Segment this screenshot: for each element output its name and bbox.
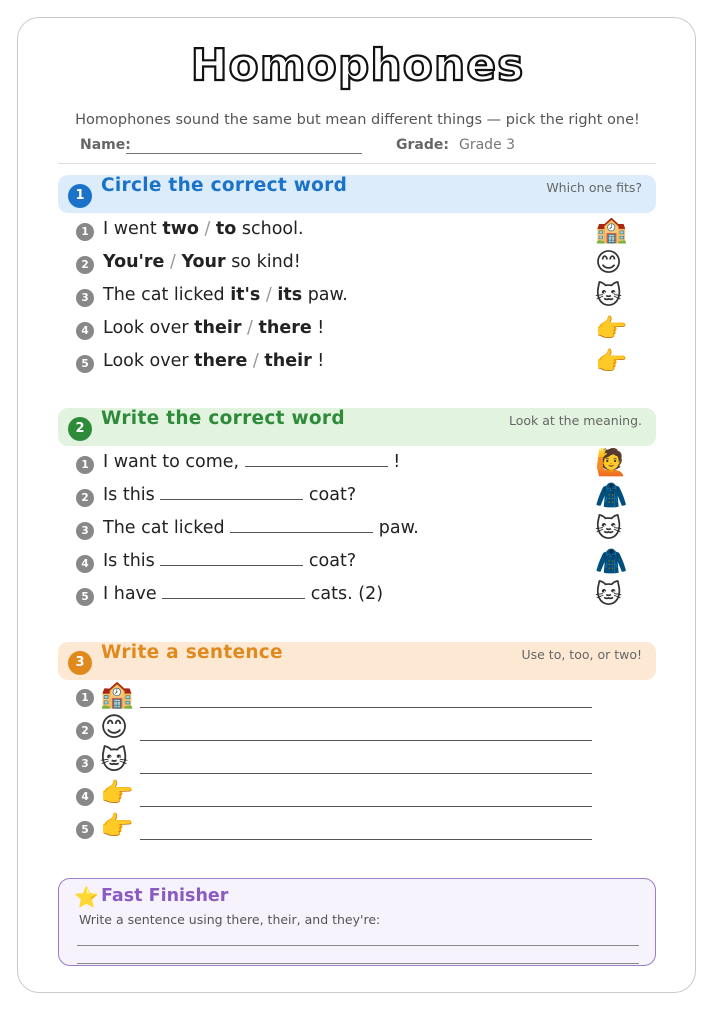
answer-blank[interactable] [245,452,388,467]
item-sentence [103,318,324,338]
item-number: 2 [76,722,94,740]
sentence-start: Look over [103,351,195,371]
write-item [76,450,636,480]
fast-finisher-heading: Fast Finisher [101,886,229,906]
circle-item [76,217,636,247]
answer-blank[interactable] [230,518,373,533]
item-number: 4 [76,788,94,806]
item-sentence [103,485,356,505]
option-separator: / [260,285,278,305]
sentence-item [76,778,596,814]
word-option[interactable]: its [277,285,303,305]
circle-item [76,349,636,379]
section-heading: Write the correct word [101,408,345,429]
sentence-start: I want to come, [103,452,245,472]
fast-finisher-box [58,878,656,966]
word-option[interactable]: there [194,351,248,371]
answer-line[interactable] [77,963,639,964]
item-number: 3 [76,522,94,540]
circle-item [76,283,636,313]
grade-value: Grade 3 [459,137,516,153]
item-number: 1 [76,689,94,707]
option-separator: / [241,318,259,338]
section-write-sentence-header [58,642,656,680]
sentence-end: so kind! [225,252,301,272]
item-number: 5 [76,588,94,606]
sentence-start: Is this [103,485,161,505]
pointing-hand-icon: 👉 [100,778,134,809]
section-hint: Look at the meaning. [508,413,642,428]
answer-line[interactable] [77,945,639,946]
sentence-end: school. [236,219,304,239]
smiling-face-icon: 😊 [595,248,623,278]
header-divider [58,163,656,164]
word-option[interactable]: their [194,318,242,338]
answer-line[interactable] [140,839,592,840]
name-label: Name: [80,137,131,153]
word-option[interactable]: to [215,219,237,239]
option-separator: / [198,219,216,239]
item-sentence [103,518,419,538]
section-hint: Use to, too, or two! [521,647,642,662]
sentence-start: The cat licked [103,518,231,538]
fast-finisher-prompt: Write a sentence using there, their, and they're: [79,912,381,927]
item-sentence [103,452,400,472]
cat-face-icon: 🐱 [100,745,129,776]
write-item [76,582,636,612]
item-sentence [103,551,356,571]
sentence-start: The cat licked [103,285,231,305]
answer-line[interactable] [140,740,592,741]
page-subtitle: Homophones sound the same but mean different things — pick the right one! [75,112,640,128]
sentence-end: coat? [303,551,357,571]
write-item [76,516,636,546]
section-number: 3 [68,651,92,675]
item-number: 4 [76,555,94,573]
sentence-item [76,679,596,715]
smiling-face-icon: 😊 [100,712,129,743]
option-separator: / [247,351,265,371]
option-separator: / [164,252,182,272]
pointing-hand-icon: 👉 [100,811,134,842]
sentence-end: ! [311,351,325,371]
item-sentence [103,252,301,272]
item-number: 2 [76,256,94,274]
word-option[interactable]: Your [181,252,226,272]
word-option[interactable]: two [162,219,199,239]
sentence-end: paw. [373,518,419,538]
write-item [76,549,636,579]
item-sentence [103,285,348,305]
cat-face-icon: 🐱 [595,281,623,311]
sentence-start: Look over [103,318,195,338]
pointing-hand-icon: 👉 [595,314,628,344]
section-write-word-header [58,408,656,446]
item-number: 3 [76,289,94,307]
item-number: 3 [76,755,94,773]
section-number: 2 [68,417,92,441]
item-sentence [103,584,383,604]
answer-line[interactable] [140,773,592,774]
star-icon: ⭐ [74,885,99,909]
sentence-item [76,811,596,847]
answer-line[interactable] [140,806,592,807]
page-title: Homophones [190,40,525,91]
section-heading: Circle the correct word [101,175,348,196]
section-hint: Which one fits? [546,180,642,195]
item-number: 2 [76,489,94,507]
item-number: 5 [76,821,94,839]
section-number: 1 [68,184,92,208]
coat-icon: 🧥 [595,547,628,577]
answer-blank[interactable] [160,485,303,500]
sentence-end: ! [311,318,325,338]
name-field[interactable] [126,153,362,154]
grade-label: Grade: [396,137,449,153]
sentence-end: ! [387,452,401,472]
person-raising-hand-icon: 🙋 [595,448,628,478]
item-number: 5 [76,355,94,373]
answer-blank[interactable] [160,551,303,566]
sentence-start: I went [103,219,163,239]
word-option[interactable]: there [258,318,312,338]
answer-line[interactable] [140,707,592,708]
write-item [76,483,636,513]
cat-face-icon: 🐱 [595,580,623,610]
circle-item [76,316,636,346]
item-number: 1 [76,456,94,474]
sentence-end: paw. [302,285,348,305]
sentence-start: I have [103,584,163,604]
item-number: 4 [76,322,94,340]
sentence-end: cats. (2) [305,584,384,604]
item-sentence [103,219,304,239]
section-heading: Write a sentence [101,642,283,663]
sentence-item [76,712,596,748]
sentence-item [76,745,596,781]
item-sentence [103,351,324,371]
answer-blank[interactable] [162,584,305,599]
item-number: 1 [76,223,94,241]
coat-icon: 🧥 [595,481,628,511]
circle-item [76,250,636,280]
pointing-hand-icon: 👉 [595,347,628,377]
school-icon: 🏫 [100,679,134,710]
cat-face-icon: 🐱 [595,514,623,544]
word-option[interactable]: You're [103,252,165,272]
sentence-start: Is this [103,551,161,571]
section-circle-header [58,175,656,213]
sentence-end: coat? [303,485,357,505]
school-icon: 🏫 [595,215,628,245]
word-option[interactable]: their [264,351,312,371]
word-option[interactable]: it's [230,285,261,305]
